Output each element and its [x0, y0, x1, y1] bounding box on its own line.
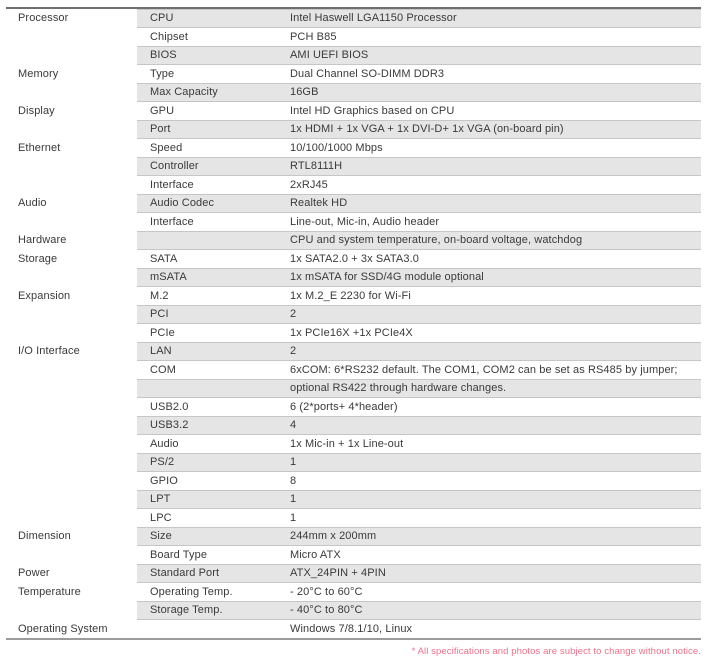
- spec-row-band: [137, 583, 701, 602]
- spec-name-cell: CPU: [150, 12, 174, 24]
- spec-row-band: [137, 546, 701, 565]
- spec-name-cell: [137, 380, 290, 397]
- spec-row: [6, 509, 701, 528]
- spec-row-band: [137, 83, 701, 102]
- spec-name-cell: Board Type: [150, 548, 208, 561]
- spec-row: [6, 490, 701, 509]
- spec-row-band: [137, 139, 701, 158]
- spec-name-cell: Type: [150, 67, 175, 80]
- category-cell: Display: [18, 104, 55, 117]
- category-cell: [6, 379, 137, 398]
- spec-row: [6, 83, 701, 102]
- category-cell: [6, 472, 137, 491]
- spec-row: [6, 305, 701, 324]
- category-cell: Processor: [18, 12, 69, 24]
- spec-row-band: [137, 379, 701, 398]
- spec-row-band: [137, 435, 701, 454]
- category-cell: Memory: [18, 67, 59, 80]
- spec-row: [6, 213, 701, 232]
- spec-row: [6, 120, 701, 139]
- spec-row-band: [137, 46, 701, 65]
- spec-row-band: [137, 9, 701, 28]
- spec-row-band: [137, 601, 701, 620]
- disclaimer-footnote: * All specifications and photos are subject to change without notice.: [411, 646, 701, 657]
- spec-row: [6, 583, 701, 602]
- spec-name-cell: Size: [150, 530, 172, 542]
- category-cell: Expansion: [18, 289, 71, 302]
- category-cell: [6, 213, 137, 232]
- spec-row-band: [137, 472, 701, 491]
- spec-row: [6, 231, 701, 250]
- category-cell: [6, 435, 137, 454]
- spec-row: [6, 435, 701, 454]
- spec-row-band: [137, 65, 701, 84]
- category-cell: [6, 268, 137, 287]
- spec-name-cell: Port: [150, 123, 171, 135]
- spec-name-cell: Controller: [150, 160, 199, 172]
- category-cell: [6, 324, 137, 343]
- spec-row: [6, 342, 701, 361]
- spec-value-cell: 10/100/1000 Mbps: [290, 141, 383, 154]
- spec-row: [6, 139, 701, 158]
- spec-row-band: [137, 102, 701, 121]
- spec-row: [6, 157, 701, 176]
- spec-value-cell: 16GB: [290, 86, 319, 98]
- spec-row-band: [137, 620, 701, 639]
- spec-row: [6, 102, 701, 121]
- spec-row-band: [137, 194, 701, 213]
- spec-value-cell: 2: [290, 345, 297, 357]
- spec-value-cell: Line-out, Mic-in, Audio header: [290, 215, 440, 228]
- spec-row-band: [137, 342, 701, 361]
- spec-value-cell: Micro ATX: [290, 548, 341, 561]
- category-cell: [6, 120, 137, 139]
- spec-value-cell: 1x SATA2.0 + 3x SATA3.0: [290, 252, 419, 265]
- spec-value-cell: AMI UEFI BIOS: [290, 49, 369, 61]
- spec-row: [6, 287, 701, 306]
- category-cell: [6, 546, 137, 565]
- spec-name-cell: PCIe: [150, 326, 175, 339]
- spec-row: [6, 527, 701, 546]
- category-cell: [6, 361, 137, 380]
- spec-row-band: [137, 120, 701, 139]
- spec-value-cell: optional RS422 through hardware changes.: [290, 382, 507, 394]
- spec-value-cell: Windows 7/8.1/10, Linux: [290, 622, 413, 635]
- spec-name-cell: Max Capacity: [150, 86, 218, 98]
- category-cell: [6, 46, 137, 65]
- category-cell: Temperature: [18, 585, 81, 598]
- spec-row: [6, 361, 701, 380]
- spec-name-cell: mSATA: [150, 271, 187, 283]
- spec-value-cell: 2xRJ45: [290, 178, 328, 191]
- spec-row-band: [137, 324, 701, 343]
- category-cell: [6, 416, 137, 435]
- spec-value-cell: ATX_24PIN + 4PIN: [290, 567, 386, 579]
- spec-row: [6, 398, 701, 417]
- spec-row-band: [137, 305, 701, 324]
- spec-row: [6, 268, 701, 287]
- spec-name-cell: LAN: [150, 345, 172, 357]
- spec-name-cell: Operating Temp.: [150, 585, 233, 598]
- spec-value-cell: RTL8111H: [290, 160, 343, 172]
- spec-name-cell: Audio: [150, 437, 179, 450]
- spec-value-cell: 1: [290, 511, 297, 524]
- spec-value-cell: 6xCOM: 6*RS232 default. The COM1, COM2 can be set as RS485 by jumper;: [290, 363, 678, 376]
- spec-value-cell: Dual Channel SO-DIMM DDR3: [290, 67, 445, 80]
- spec-value-cell: 2: [290, 308, 297, 320]
- spec-table: [6, 7, 701, 657]
- spec-value-cell: 4: [290, 419, 297, 431]
- spec-row: [6, 324, 701, 343]
- spec-name-cell: Interface: [150, 215, 194, 228]
- spec-row-band: [137, 509, 701, 528]
- spec-name-cell: GPIO: [150, 474, 178, 487]
- category-cell: [6, 601, 137, 620]
- category-cell: [6, 398, 137, 417]
- table-bottom-border: [6, 638, 701, 640]
- spec-row-band: [137, 28, 701, 47]
- spec-name-cell: Chipset: [150, 30, 188, 43]
- spec-name-cell: USB2.0: [150, 400, 189, 413]
- spec-value-cell: 1x M.2_E 2230 for Wi-Fi: [290, 289, 411, 302]
- spec-row: [6, 472, 701, 491]
- spec-value-cell: Intel Haswell LGA1150 Processor: [290, 12, 457, 24]
- spec-value-cell: CPU and system temperature, on-board voltage, watchdog: [290, 234, 583, 246]
- category-cell: [6, 305, 137, 324]
- spec-row: [6, 601, 701, 620]
- spec-row-band: [137, 527, 701, 546]
- spec-value-cell: 1: [290, 493, 297, 505]
- spec-row: [6, 46, 701, 65]
- spec-row-band: [137, 231, 701, 250]
- spec-name-cell: PCI: [150, 308, 169, 320]
- spec-row-band: [137, 490, 701, 509]
- spec-row-band: [137, 564, 701, 583]
- spec-value-cell: Realtek HD: [290, 197, 348, 209]
- spec-row: [6, 250, 701, 269]
- spec-name-cell: Audio Codec: [150, 197, 215, 209]
- spec-name-cell: Standard Port: [150, 567, 220, 579]
- spec-row: [6, 9, 701, 28]
- spec-row: [6, 176, 701, 195]
- spec-value-cell: PCH B85: [290, 30, 337, 43]
- spec-value-cell: 244mm x 200mm: [290, 530, 377, 542]
- category-cell: Power: [18, 567, 50, 579]
- category-cell: Operating System: [18, 622, 108, 635]
- category-cell: [6, 83, 137, 102]
- spec-row-band: [137, 176, 701, 195]
- spec-row-band: [137, 213, 701, 232]
- category-cell: [6, 509, 137, 528]
- spec-name-cell: LPT: [150, 493, 171, 505]
- spec-row: [6, 194, 701, 213]
- spec-value-cell: Intel HD Graphics based on CPU: [290, 104, 455, 117]
- spec-name-cell: COM: [150, 363, 176, 376]
- category-cell: [6, 157, 137, 176]
- spec-row: [6, 416, 701, 435]
- category-cell: Hardware: [18, 234, 67, 246]
- spec-value-cell: 1: [290, 456, 297, 468]
- spec-name-cell: [137, 621, 290, 638]
- spec-name-cell: GPU: [150, 104, 175, 117]
- spec-row-band: [137, 268, 701, 287]
- category-cell: [6, 28, 137, 47]
- spec-table-rows: [6, 9, 701, 638]
- spec-name-cell: Interface: [150, 178, 194, 191]
- spec-name-cell: [137, 232, 290, 249]
- spec-row: [6, 65, 701, 84]
- spec-row: [6, 564, 701, 583]
- spec-row: [6, 379, 701, 398]
- spec-name-cell: PS/2: [150, 456, 175, 468]
- spec-value-cell: 8: [290, 474, 297, 487]
- spec-value-cell: 1x mSATA for SSD/4G module optional: [290, 271, 484, 283]
- spec-row-band: [137, 157, 701, 176]
- spec-row-band: [137, 416, 701, 435]
- spec-value-cell: 6 (2*ports+ 4*header): [290, 400, 398, 413]
- category-cell: Ethernet: [18, 141, 61, 154]
- category-cell: Storage: [18, 252, 58, 265]
- category-cell: I/O Interface: [18, 345, 80, 357]
- category-cell: [6, 176, 137, 195]
- category-cell: Audio: [18, 197, 47, 209]
- spec-name-cell: Speed: [150, 141, 183, 154]
- spec-row: [6, 546, 701, 565]
- spec-value-cell: 1x HDMI + 1x VGA + 1x DVI-D+ 1x VGA (on-board pin): [290, 123, 564, 135]
- spec-row-band: [137, 398, 701, 417]
- spec-value-cell: - 20°C to 60°C: [290, 585, 363, 598]
- spec-name-cell: LPC: [150, 511, 172, 524]
- spec-row: [6, 620, 701, 639]
- spec-row-band: [137, 250, 701, 269]
- spec-row: [6, 28, 701, 47]
- category-cell: Dimension: [18, 530, 71, 542]
- spec-name-cell: Storage Temp.: [150, 604, 223, 616]
- category-cell: [6, 490, 137, 509]
- spec-name-cell: M.2: [150, 289, 169, 302]
- spec-row-band: [137, 361, 701, 380]
- spec-name-cell: USB3.2: [150, 419, 189, 431]
- spec-value-cell: - 40°C to 80°C: [290, 604, 363, 616]
- spec-value-cell: 1x Mic-in + 1x Line-out: [290, 437, 404, 450]
- spec-row-band: [137, 453, 701, 472]
- spec-name-cell: BIOS: [150, 49, 177, 61]
- spec-row: [6, 453, 701, 472]
- category-cell: [6, 453, 137, 472]
- spec-value-cell: 1x PCIe16X +1x PCIe4X: [290, 326, 413, 339]
- spec-name-cell: SATA: [150, 252, 178, 265]
- spec-row-band: [137, 287, 701, 306]
